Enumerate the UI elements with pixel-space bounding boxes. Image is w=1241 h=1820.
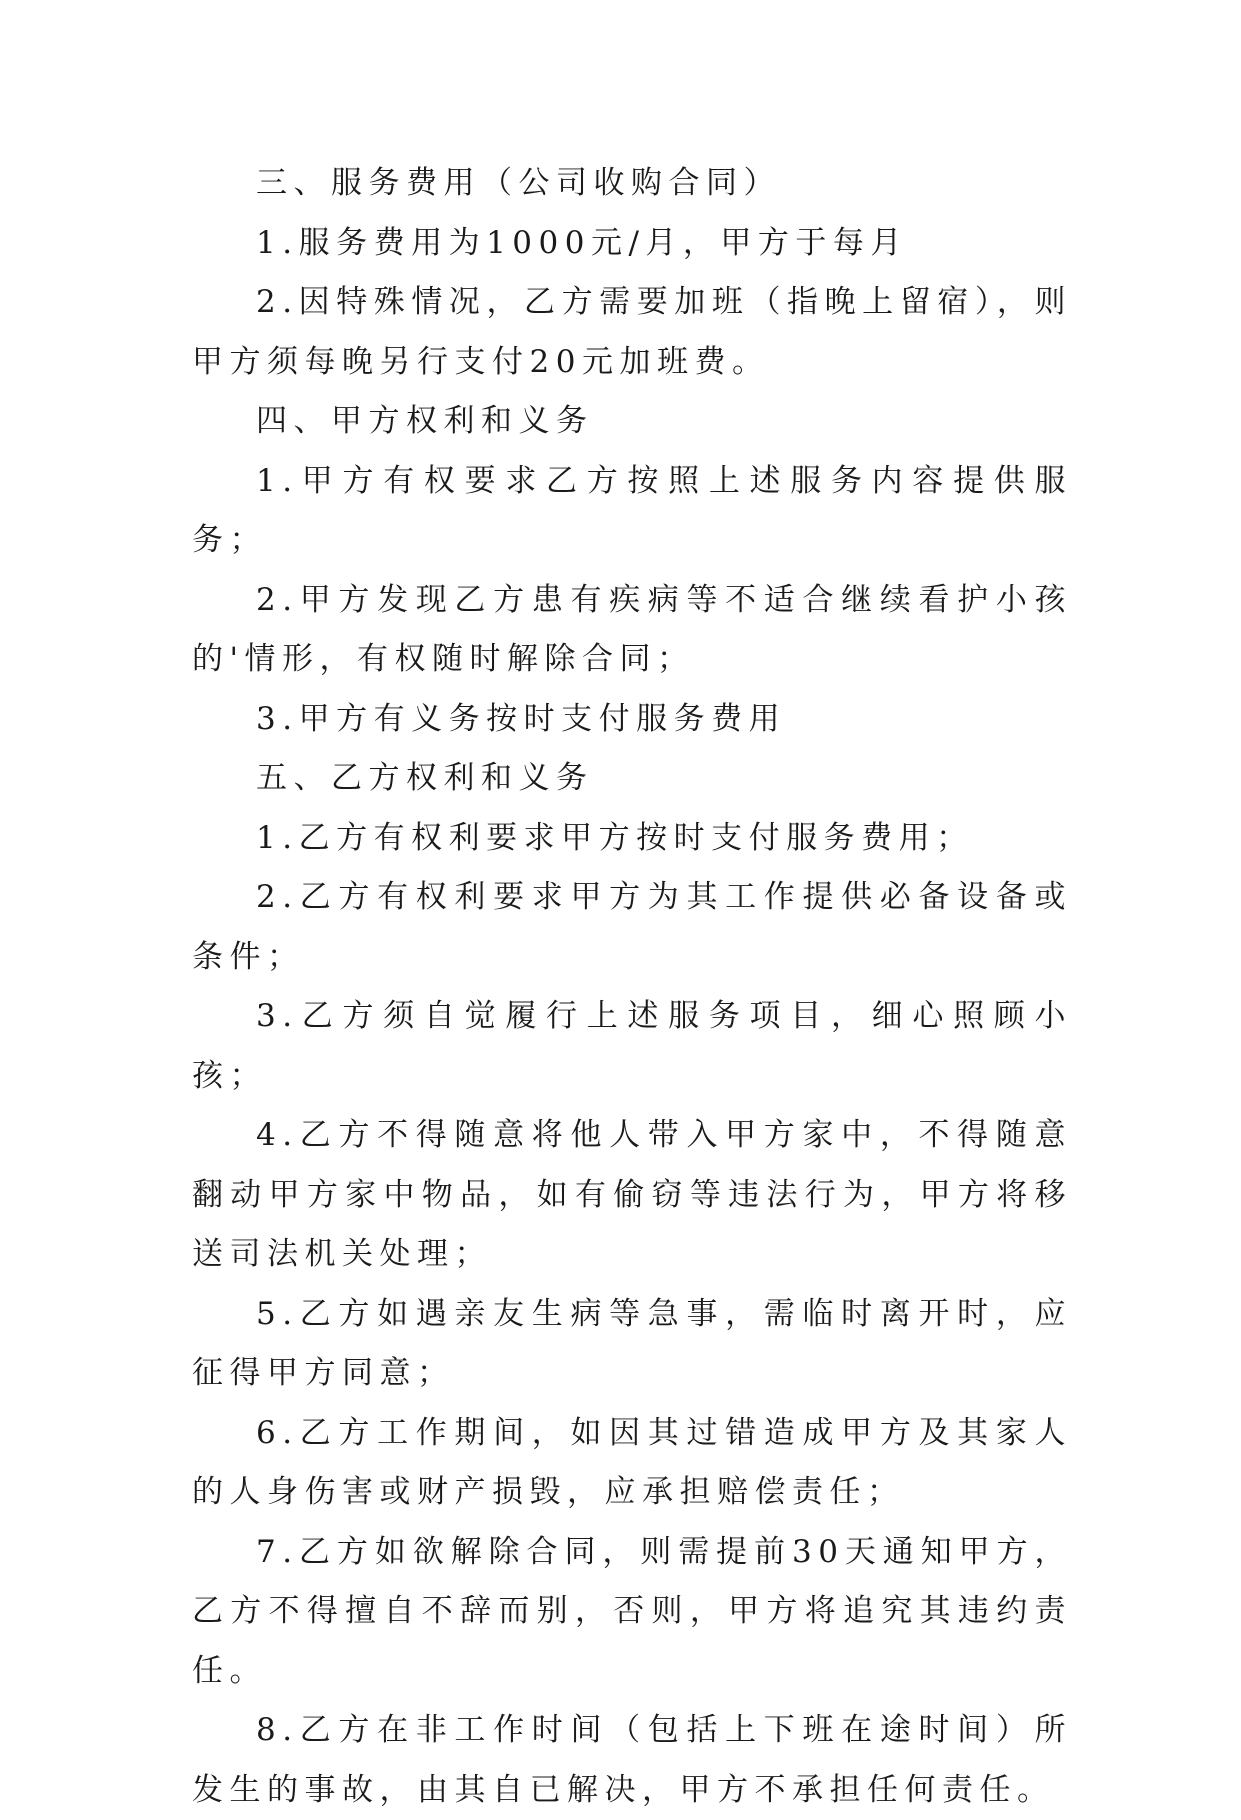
clause-paragraph: 1.甲方有权要求乙方按照上述服务内容提供服务； [192, 462, 1072, 558]
clause-paragraph: 2.甲方发现乙方患有疾病等不适合继续看护小孩的'情形，有权随时解除合同； [192, 581, 1072, 677]
clause-paragraph: 5.乙方如遇亲友生病等急事，需临时离开时，应征得甲方同意； [192, 1295, 1072, 1391]
clause-paragraph: 1.服务费用为1000元/月，甲方于每月 [256, 224, 908, 261]
section-heading-party-b: 五、乙方权利和义务 [256, 760, 594, 796]
clause-paragraph: 2.因特殊情况，乙方需要加班（指晚上留宿），则甲方须每晚另行支付20元加班费。 [192, 284, 1072, 380]
clause-paragraph: 3.甲方有义务按时支付服务费用 [256, 700, 787, 737]
section-heading-service-fee: 三、服务费用（公司收购合同） [256, 165, 781, 201]
clause-paragraph: 2.乙方有权利要求甲方为其工作提供必备设备或条件； [192, 879, 1072, 975]
clause-paragraph: 4.乙方不得随意将他人带入甲方家中，不得随意翻动甲方家中物品，如有偷窃等违法行为，甲方将移送司法机关处理； [192, 1117, 1072, 1272]
clause-paragraph: 3.乙方须自觉履行上述服务项目，细心照顾小孩； [192, 998, 1072, 1094]
section-heading-party-a: 四、甲方权利和义务 [256, 403, 594, 439]
clause-paragraph: 8.乙方在非工作时间（包括上下班在途时间）所发生的事故，由其自已解决，甲方不承担任何责任。 [192, 1712, 1072, 1808]
document-body [192, 154, 1072, 1820]
clause-paragraph: 1.乙方有权利要求甲方按时支付服务费用； [256, 819, 974, 856]
clause-paragraph: 6.乙方工作期间，如因其过错造成甲方及其家人的人身伤害或财产损毁，应承担赔偿责任； [192, 1414, 1072, 1510]
clause-paragraph: 7.乙方如欲解除合同，则需提前30天通知甲方，乙方不得擅自不辞而别，否则，甲方将追究其违约责任。 [192, 1533, 1072, 1689]
